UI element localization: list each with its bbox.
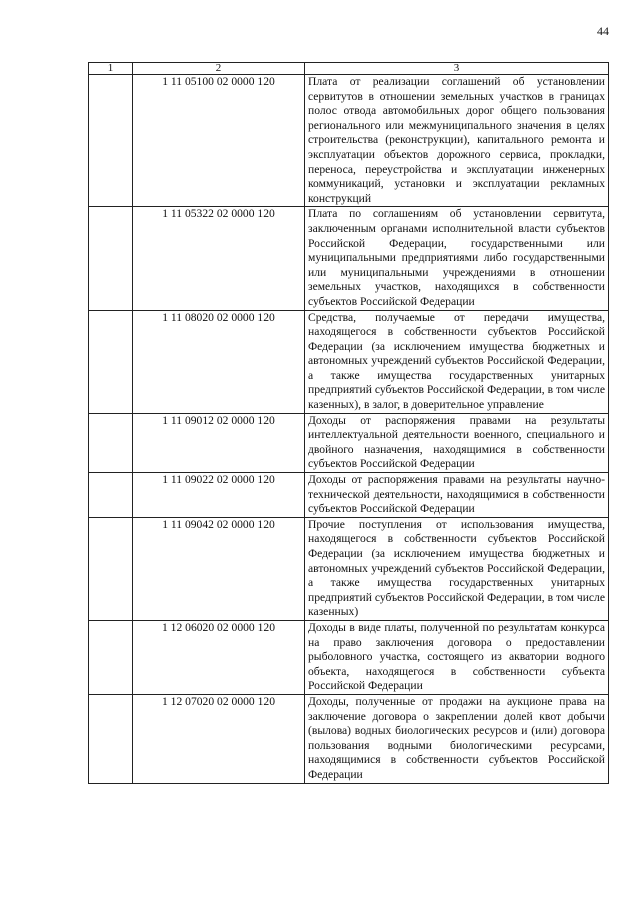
revenue-description: Доходы в виде платы, полученной по результатам конкурса на право заключения договора о предоставлении рыболовного участка, состоящего из акватории водного объекта, находящегося в собственности субъекта Российской Федерации: [305, 620, 609, 694]
revenue-description: Прочие поступления от использования имущества, находящегося в собственности субъектов Российской Федерации (за исключением имущества бюджетных и автономных учреждений субъектов Российской Федерации, а также имущества государственных унитарных предприятий субъектов Российской Федерации, в том числе казенных): [305, 517, 609, 620]
column-header: 2: [133, 63, 305, 75]
revenue-description: Плата по соглашениям об установлении сервитута, заключенным органами исполнительной власти субъектов Российской Федерации, государственными или муниципальными предприятиями либо государственными или муниципальными учреждениями в отношении земельных участков, находящихся в собственности субъектов Российской Федерации: [305, 207, 609, 310]
budget-code: 1 11 09042 02 0000 120: [133, 517, 305, 620]
budget-code: 1 11 05322 02 0000 120: [133, 207, 305, 310]
table-row: [89, 413, 609, 472]
empty-cell: [89, 413, 133, 472]
revenue-description: Доходы, полученные от продажи на аукционе права на заключение договора о закреплении долей квот добычи (вылова) водных биологических ресурсов и (или) договора пользования водными биологическими ресурсами, находящимися в собственности субъектов Российской Федерации: [305, 694, 609, 783]
budget-code: 1 11 08020 02 0000 120: [133, 310, 305, 413]
column-header: 1: [89, 63, 133, 75]
budget-code: 1 12 07020 02 0000 120: [133, 694, 305, 783]
table-row: [89, 473, 609, 518]
empty-cell: [89, 75, 133, 207]
budget-code: 1 12 06020 02 0000 120: [133, 620, 305, 694]
page-number: 44: [597, 24, 609, 38]
table-row: [89, 75, 609, 207]
table-row: [89, 207, 609, 310]
empty-cell: [89, 310, 133, 413]
table-row: [89, 310, 609, 413]
revenue-codes-table: [88, 62, 609, 784]
empty-cell: [89, 694, 133, 783]
budget-code: 1 11 09022 02 0000 120: [133, 473, 305, 518]
table-row: [89, 620, 609, 694]
empty-cell: [89, 207, 133, 310]
budget-code: 1 11 05100 02 0000 120: [133, 75, 305, 207]
table-row: [89, 517, 609, 620]
revenue-description: Доходы от распоряжения правами на результаты интеллектуальной деятельности военного, специального и двойного назначения, находящимися в собственности субъектов Российской Федерации: [305, 413, 609, 472]
revenue-description: Плата от реализации соглашений об установлении сервитутов в отношении земельных участков в границах полос отвода автомобильных дорог общего пользования регионального или межмуниципального значения в целях строительства (реконструкции), капитального ремонта и эксплуатации объектов дорожного сервиса, прокладки, переноса, переустройства и эксплуатации инженерных коммуникаций, установки и эксплуатации рекламных конструкций: [305, 75, 609, 207]
revenue-description: Доходы от распоряжения правами на результаты научно-технической деятельности, находящимися в собственности субъектов Российской Федерации: [305, 473, 609, 518]
empty-cell: [89, 517, 133, 620]
empty-cell: [89, 620, 133, 694]
table-header-row: [89, 63, 609, 75]
table-row: [89, 694, 609, 783]
budget-code: 1 11 09012 02 0000 120: [133, 413, 305, 472]
column-header: 3: [305, 63, 609, 75]
revenue-description: Средства, получаемые от передачи имущества, находящегося в собственности субъектов Российской Федерации (за исключением имущества бюджетных и автономных учреждений субъектов Российской Федерации, а также имущества государственных унитарных предприятий субъектов Российской Федерации, в том числе казенных), в залог, в доверительное управление: [305, 310, 609, 413]
empty-cell: [89, 473, 133, 518]
